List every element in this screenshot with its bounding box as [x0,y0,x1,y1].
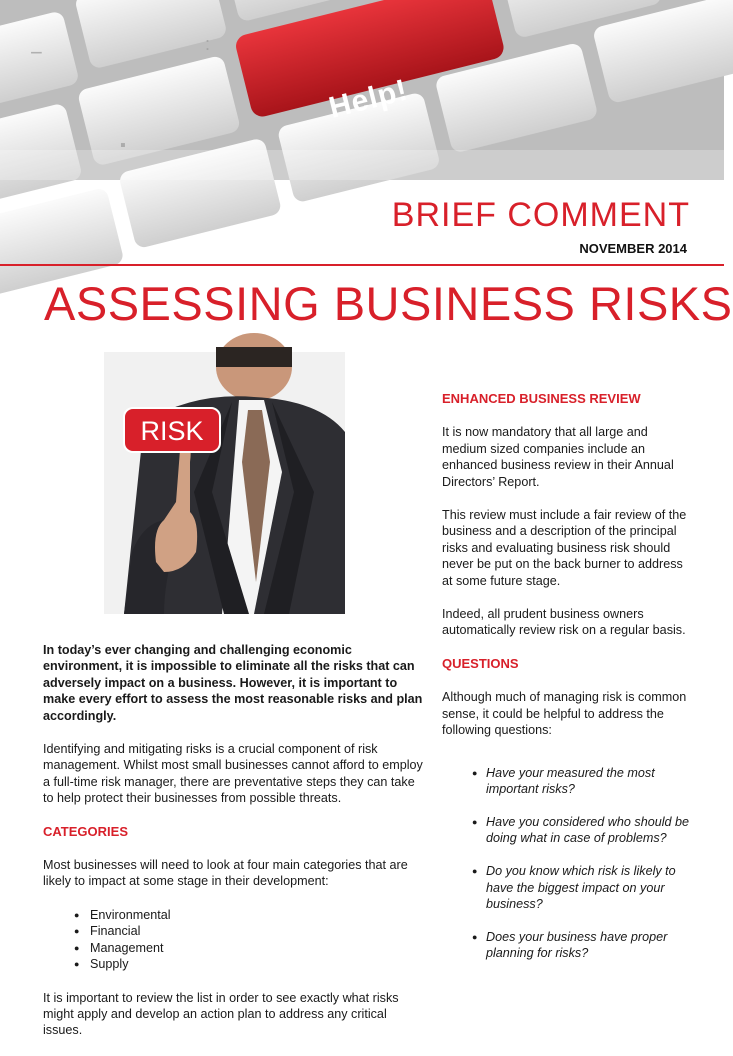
masthead-divider [0,264,724,266]
lead-paragraph: In today’s ever changing and challenging economic environment, it is impossible to eliminate all the risks that can adversely impact on a business. However, it is important to make every effort to assess the most reasonable risks and plan accordingly. [43,643,423,723]
list-item: ● Does your business have proper planning for risks? [472,929,692,962]
risk-businessman-photo [104,352,345,614]
enhanced-paragraph-2: This review must include a fair review of the business and a description of the principal risks and evaluating business risk should never be put on the back burner to address at some future stage. [442,508,687,588]
right-column [442,389,692,978]
categories-outro: It is important to review the list in order to see exactly what risks might apply and develop an action plan to address any critical issues. [43,990,399,1038]
questions-heading: QUESTIONS [442,655,519,671]
questions-intro: Although much of managing risk is common sense, it could be helpful to address the following questions: [442,690,687,738]
list-item: ● Supply [74,956,423,972]
issue-date: NOVEMBER 2014 [579,241,687,256]
list-item: ● Management [74,940,423,956]
left-column [43,642,423,1056]
article-title: ASSESSING BUSINESS RISKS [44,277,733,330]
categories-list [43,907,423,973]
categories-heading: CATEGORIES [43,823,128,839]
risk-sign-label: RISK [140,416,204,446]
list-item: ● Environmental [74,907,423,923]
list-item: ● Have your measured the most important risks? [472,765,692,798]
list-item: ● Do you know which risk is likely to have the biggest impact on your business? [472,863,692,912]
intro-paragraph: Identifying and mitigating risks is a crucial component of risk management. Whilst most small businesses cannot afford to employ a full-time risk manager, there are preventative steps they can take to help protect their businesses from possible threats. [43,742,423,806]
header-keyboard-photo [0,0,724,180]
help-key-label: Help! [325,73,412,125]
questions-list [442,765,692,962]
masthead-title: BRIEF COMMENT [391,196,690,234]
categories-intro: Most businesses will need to look at four main categories that are likely to impact at some stage in their development: [43,858,408,889]
enhanced-review-heading: ENHANCED BUSINESS REVIEW [442,391,641,406]
enhanced-paragraph-3: Indeed, all prudent business owners automatically review risk on a regular basis. [442,607,686,638]
svg-text::: : [205,34,211,54]
svg-text:−: − [30,40,43,65]
list-item: ● Have you considered who should be doing what in case of problems? [472,814,692,847]
enhanced-paragraph-1: It is now mandatory that all large and medium sized companies include an enhanced business review in their Annual Directors’ Report. [442,425,674,489]
list-item: ● Financial [74,923,423,939]
svg-text:▪: ▪ [120,137,126,154]
